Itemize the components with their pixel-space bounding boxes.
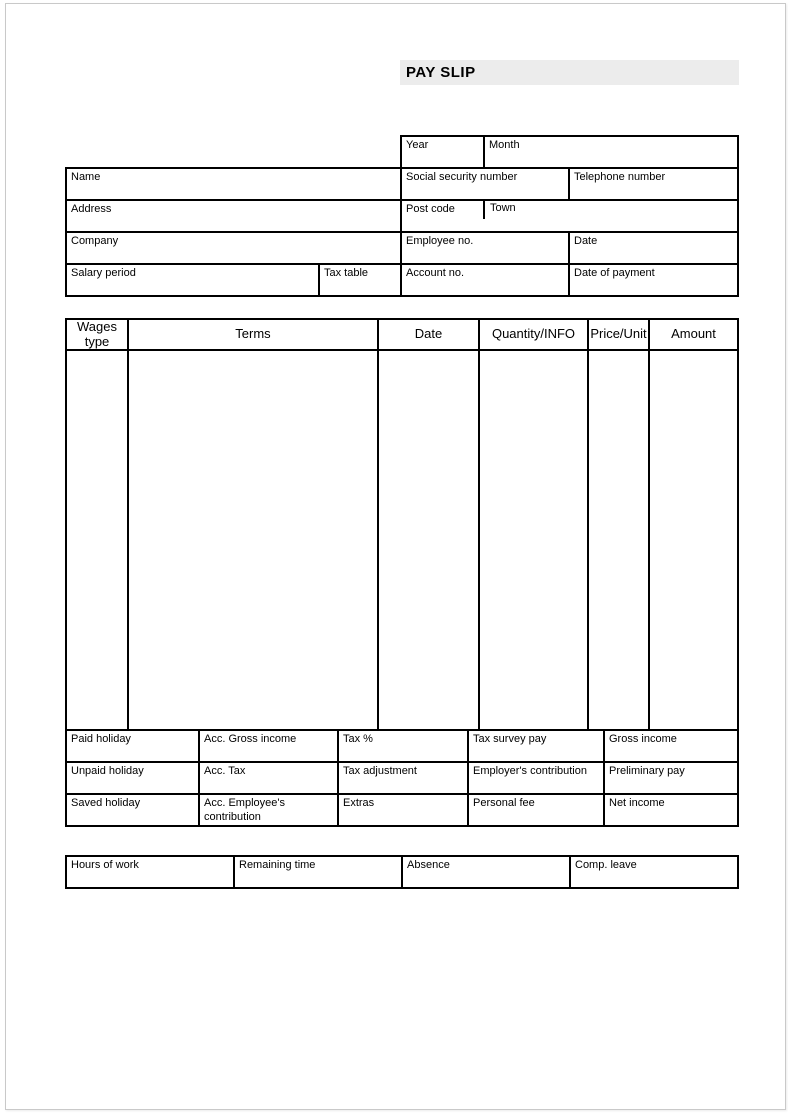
field-employers-contribution: Employer's contribution xyxy=(467,761,605,795)
field-name: Name xyxy=(65,167,402,201)
wages-header-amount: Amount xyxy=(648,318,739,351)
field-account-no: Account no. xyxy=(400,263,570,297)
field-social-security-number: Social security number xyxy=(400,167,570,201)
wages-body-col-price-unit xyxy=(587,349,650,731)
wages-body-col-date xyxy=(377,349,480,731)
wages-header-price-unit: Price/Unit xyxy=(587,318,650,351)
wages-header-terms: Terms xyxy=(127,318,379,351)
wages-body-col-amount xyxy=(648,349,739,731)
field-extras: Extras xyxy=(337,793,469,827)
field-personal-fee: Personal fee xyxy=(467,793,605,827)
field-tax-survey-pay: Tax survey pay xyxy=(467,729,605,763)
field-acc-tax: Acc. Tax xyxy=(198,761,339,795)
field-absence: Absence xyxy=(401,855,571,889)
field-tax-percent: Tax % xyxy=(337,729,469,763)
field-unpaid-holiday: Unpaid holiday xyxy=(65,761,200,795)
field-net-income: Net income xyxy=(603,793,739,827)
payslip-title-bar xyxy=(400,60,739,85)
wages-header-wages-type: Wages type xyxy=(65,318,129,351)
wages-header-quantity-info: Quantity/INFO xyxy=(478,318,589,351)
field-tax-adjustment: Tax adjustment xyxy=(337,761,469,795)
field-tax-table: Tax table xyxy=(318,263,402,297)
field-saved-holiday: Saved holiday xyxy=(65,793,200,827)
wages-body-col-quantity-info xyxy=(478,349,589,731)
field-address: Address xyxy=(65,199,402,233)
field-hours-of-work: Hours of work xyxy=(65,855,235,889)
field-town: Town xyxy=(483,201,516,219)
wages-header-date: Date xyxy=(377,318,480,351)
field-remaining-time: Remaining time xyxy=(233,855,403,889)
post-code-label: Post code xyxy=(406,203,455,215)
field-telephone-number: Telephone number xyxy=(568,167,739,201)
field-gross-income: Gross income xyxy=(603,729,739,763)
field-employee-no: Employee no. xyxy=(400,231,570,265)
field-salary-period: Salary period xyxy=(65,263,320,297)
field-acc-employees-contribution: Acc. Employee's contribution xyxy=(198,793,339,827)
field-month: Month xyxy=(483,135,739,169)
field-year: Year xyxy=(400,135,485,169)
field-paid-holiday: Paid holiday xyxy=(65,729,200,763)
wages-body-col-terms xyxy=(127,349,379,731)
field-comp-leave: Comp. leave xyxy=(569,855,739,889)
field-date: Date xyxy=(568,231,739,265)
wages-body-col-wages-type xyxy=(65,349,129,731)
field-preliminary-pay: Preliminary pay xyxy=(603,761,739,795)
field-post-code xyxy=(400,199,739,233)
field-acc-gross-income: Acc. Gross income xyxy=(198,729,339,763)
page-title: PAY SLIP xyxy=(406,64,476,81)
field-company: Company xyxy=(65,231,402,265)
field-date-of-payment: Date of payment xyxy=(568,263,739,297)
